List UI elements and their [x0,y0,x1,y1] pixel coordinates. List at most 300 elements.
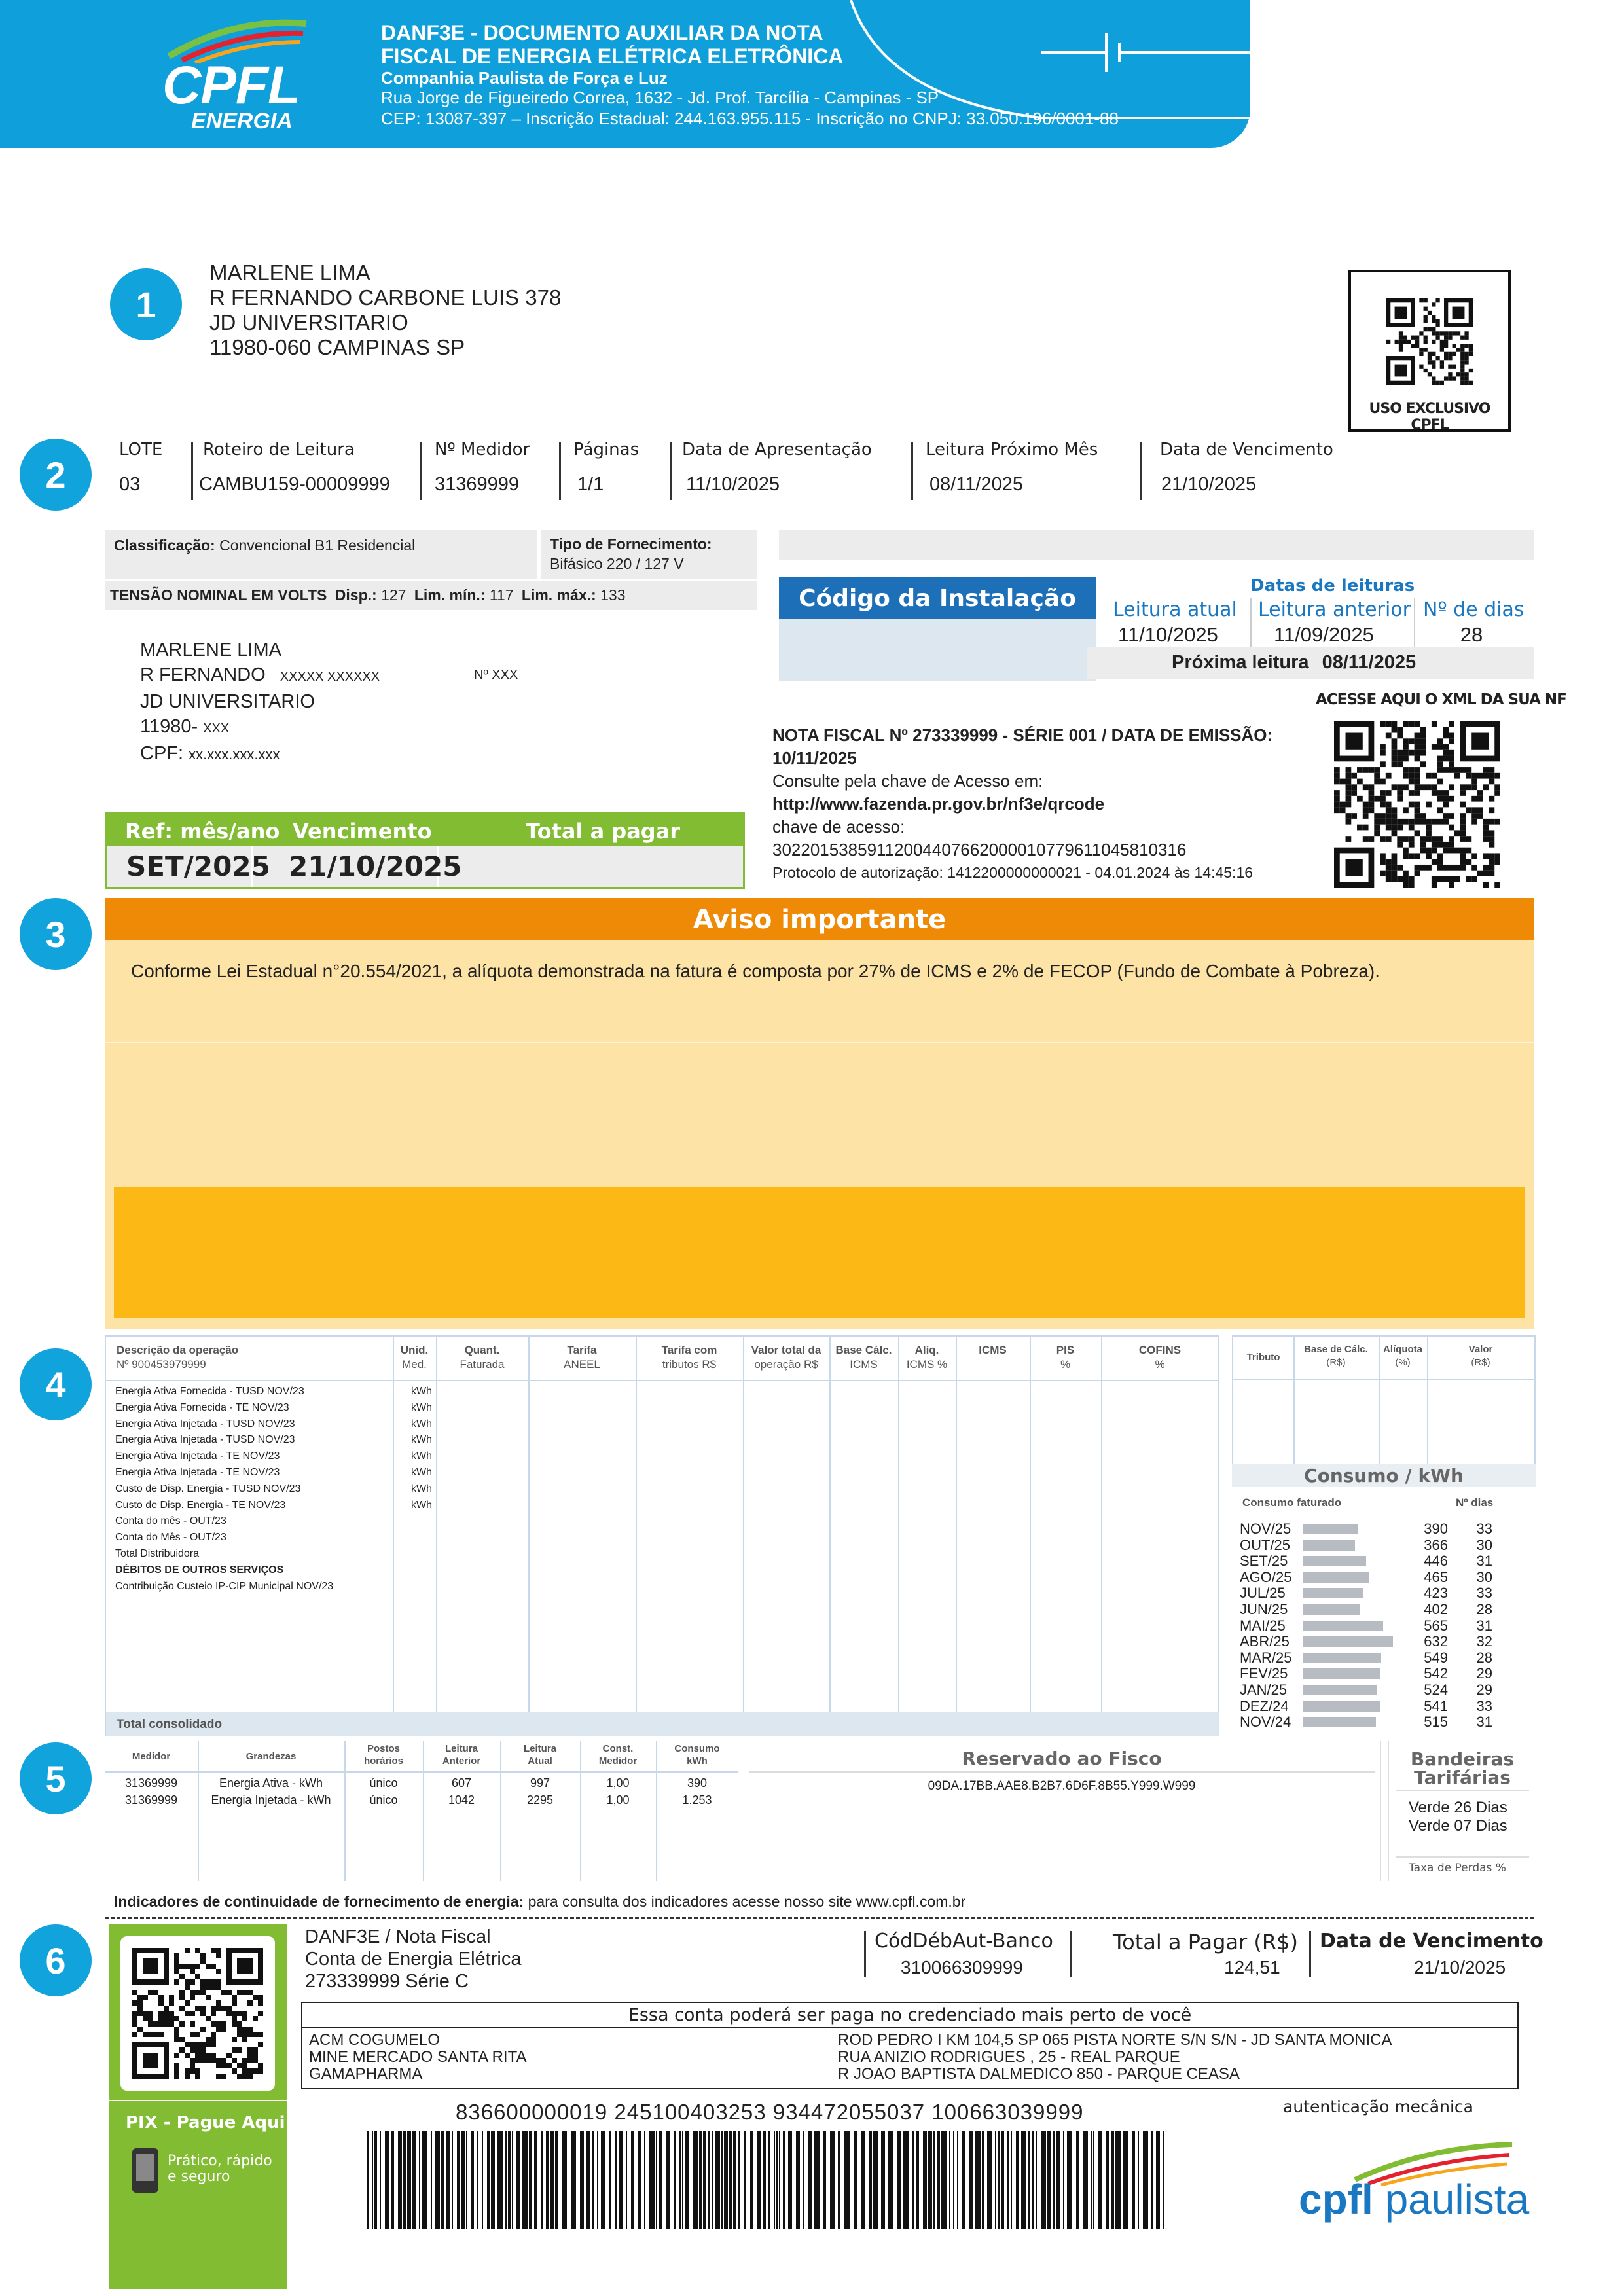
consumption-title: Consumo / kWh [1304,1465,1464,1487]
op-header-line-1: Descrição da operação [117,1344,239,1356]
barcode-bar [937,2131,940,2229]
fisco-code: 09DA.17BB.AAE8.B2B7.6D6F.8B55.Y999.W999 [928,1779,1196,1793]
barcode-bar [592,2131,594,2229]
meter-header-line-2: Anterior [442,1756,481,1767]
barcode-bar [1032,2131,1034,2229]
barcode-bar [933,2131,935,2229]
total-consolidated-label: Total consolidado [117,1718,223,1731]
consumption-month: SET/25 [1240,1553,1288,1570]
client-address [140,638,598,767]
op-header-10 [1101,1343,1219,1372]
barcode-bar [512,2131,513,2229]
nf-key: 30220153859112004407662000010779611045810316 [772,840,1187,859]
table-column-divider [436,1337,437,1712]
flags-title-1: Bandeiras [1410,1748,1515,1770]
barcode-bar [897,2131,901,2229]
recipient-street: R FERNANDO CARBONE LUIS 378 [209,285,562,310]
client-name: MARLENE LIMA [140,640,281,660]
consumption-days: 30 [1476,1568,1492,1585]
op-header-line-1: Valor total da [751,1344,821,1356]
op-header-line-2: Nº 900453979999 [117,1358,206,1371]
barcode-bar [1163,2131,1164,2229]
barcode-bar [461,2131,465,2229]
barcode-bar [708,2131,710,2229]
barcode-bar [466,2131,467,2229]
consumption-row [1240,1634,1528,1649]
meter-cell: Energia Ativa - kWh [219,1776,323,1790]
barcode-bar [580,2131,584,2229]
agents-names [309,2032,526,2083]
logo-cpfl: CPFL [162,56,300,115]
barcode-bar [1047,2131,1051,2229]
ref-value: SET/2025 [126,850,270,882]
section-5-badge: 5 [20,1742,92,1814]
barcode-bar [796,2131,800,2229]
slip-due-value: 21/10/2025 [1414,1957,1506,1977]
logo-energia: ENERGIA [191,109,293,134]
current-reading-value: 11/10/2025 [1118,623,1218,646]
label-lote: LOTE [119,440,163,460]
min-label: Lim. mín.: [414,586,486,604]
barcode-bar [1021,2131,1026,2229]
table-column-divider [956,1337,957,1712]
nf-key-label: chave de acesso: [772,817,905,837]
qr-exclusive-box[interactable] [1348,270,1511,432]
op-header-8 [956,1343,1030,1358]
barcode-bar [441,2131,444,2229]
meter-header-4 [500,1742,580,1767]
barcode-bar [491,2131,495,2229]
barcode-bar [750,2131,753,2229]
nf-title: NOTA FISCAL Nº 273339999 - SÉRIE 001 / DATA DE EMISSÃO: [772,725,1273,745]
consumption-kwh: 515 [1424,1714,1448,1731]
recipient-block [209,261,561,360]
barcode-bar [774,2131,775,2229]
barcode-bar [374,2131,377,2229]
table-header-divider [106,1380,1219,1381]
barcode-bar [788,2131,792,2229]
op-header-line-1: Tarifa [567,1344,597,1356]
agents-box [301,2027,1519,2089]
op-desc: Energia Ativa Fornecida - TE NOV/23 [115,1401,289,1413]
barcode-bar [808,2131,812,2229]
op-header-4 [636,1343,743,1372]
consumption-kwh: 524 [1424,1682,1448,1698]
barcode-bar [830,2131,835,2229]
barcode-bar [644,2131,645,2229]
table-column-divider [1030,1337,1031,1712]
cut-line [105,1917,1534,1919]
recipient-city: 11980-060 CAMPINAS SP [209,335,465,359]
value-data-vencimento: 21/10/2025 [1161,474,1257,495]
payment-summary [105,812,745,889]
barcode-bar [729,2131,732,2229]
barcode-bar [912,2131,914,2229]
barcode-bar [497,2131,503,2229]
op-desc: Energia Ativa Fornecida - TUSD NOV/23 [115,1386,304,1397]
barcode-bar [638,2131,641,2229]
ref-label: Ref: mês/ano [125,819,280,844]
section-6-badge: 6 [20,1924,92,1996]
barcode-bar [546,2131,549,2229]
meter-header-line-2: Atual [528,1756,552,1767]
barcode-bar [446,2131,450,2229]
op-unit: kWh [411,1401,432,1413]
op-header-line-1: ICMS [979,1344,1007,1356]
agent-name: GAMAPHARMA [309,2065,423,2083]
consumption-row [1240,1650,1528,1666]
nf-protocol: Protocolo de autorização: 1412200000000021 - 04.01.2024 às 14:45:16 [772,864,1254,881]
op-unit: kWh [411,1483,432,1494]
meter-header-line-1: Grandezas [245,1751,297,1762]
next-reading-bar [1087,647,1534,679]
consumption-month: MAI/25 [1240,1617,1286,1634]
barcode-bar [699,2131,702,2229]
barcode-bar [763,2131,766,2229]
recipient-district: JD UNIVERSITARIO [209,310,408,334]
nf-consult: Consulte pela chave de Acesso em: [772,771,1043,791]
header-cep-line: CEP: 13087-397 – Inscrição Estadual: 244.163.955.115 - Inscrição no CNPJ: 33.050.196/0001-88 [381,109,1119,128]
label-medidor: Nº Medidor [435,440,530,460]
total-row [106,1712,1219,1736]
barcode-bar [541,2131,543,2229]
min-value: 117 [489,586,514,604]
tariff-flags [1388,1741,1534,1881]
op-header-line-1: Unid. [400,1344,429,1356]
barcode-bar [779,2131,780,2229]
tax-header-line-2: (%) [1395,1357,1411,1368]
op-desc: Energia Ativa Injetada - TE NOV/23 [115,1467,280,1478]
indicators-line [114,1893,965,1911]
op-header-line-2: Faturada [460,1358,505,1371]
consumption-row [1240,1570,1528,1585]
barcode-bar [949,2131,950,2229]
header-address: Rua Jorge de Figueiredo Correa, 1632 - Jd. Prof. Tarcília - Campinas - SP [381,88,939,107]
op-header-line-1: Alíq. [914,1344,939,1356]
installation-code-label: Código da Instalação [799,585,1076,612]
op-desc: Custo de Disp. Energia - TUSD NOV/23 [115,1483,301,1494]
barcode-bar [586,2131,590,2229]
meter-cell: 1,00 [606,1793,630,1807]
consumption-bar [1303,1685,1377,1695]
consumption-days: 28 [1476,1601,1492,1617]
barcode-bar [571,2131,576,2229]
op-header-line-2: % [1060,1358,1071,1371]
slip-due-label: Data de Vencimento [1320,1930,1543,1953]
barcode-bar [482,2131,483,2229]
barcode-bar [685,2131,689,2229]
current-reading-label: Leitura atual [1113,598,1237,621]
barcode-bar [412,2131,416,2229]
tax-header-line-1: Valor [1468,1344,1493,1355]
consumption-month: AGO/25 [1240,1568,1292,1585]
value-roteiro: CAMBU159-00009999 [199,474,390,495]
pix-sub-2: e seguro [168,2169,230,2185]
tax-header-line-1: Alíquota [1383,1344,1422,1355]
disp-value: 127 [381,586,406,604]
value-medidor: 31369999 [435,474,520,495]
consumption-days: 29 [1476,1682,1492,1698]
slip-total-label: Total a Pagar (R$) [1113,1930,1298,1955]
classification-box [105,530,537,579]
barcode-bar [803,2131,804,2229]
flags-title-2: Tarifárias [1414,1767,1511,1788]
barcode-bar [682,2131,683,2229]
op-header-line-1: COFINS [1138,1344,1182,1356]
op-header-1 [393,1343,436,1372]
barcode-bar [487,2131,490,2229]
barcode-bar [555,2131,558,2229]
barcode-bar [659,2131,662,2229]
barcode-bar [1011,2131,1012,2229]
consumption-bar [1303,1572,1369,1583]
barcode-bar [505,2131,507,2229]
consumption-kwh: 465 [1424,1568,1448,1585]
consumption-row [1240,1585,1528,1601]
consumption-days: 33 [1476,1697,1492,1714]
barcode-bar [923,2131,927,2229]
barcode-bar [1016,2131,1019,2229]
barcode-bar [715,2131,720,2229]
due-value: 21/10/2025 [289,850,462,882]
consumption-days: 31 [1476,1617,1492,1634]
client-cep: 11980- [140,716,198,737]
barcode-bar [854,2131,857,2229]
indicators-text: para consulta dos indicadores acesse nosso site www.cpfl.com.br [524,1893,966,1910]
barcode-bar [372,2131,373,2229]
consumption-kwh: 542 [1424,1665,1448,1682]
consumption-row [1240,1521,1528,1537]
installation-top-bar [779,530,1534,560]
client-cep-masked: XXX [203,721,230,736]
meter-header-5 [580,1742,656,1767]
loss-rate-label: Taxa de Perdas % [1409,1862,1506,1875]
flags-line-1: Verde 26 Dias [1409,1799,1507,1816]
xml-access-label[interactable]: ACESSE AQUI O XML DA SUA NF [1316,691,1566,708]
pix-qr-frame[interactable] [120,1936,275,2091]
table-column-divider [528,1337,530,1712]
brand-logo [1299,2173,1529,2226]
op-header-line-2: ICMS % [906,1358,948,1371]
barcode-bar [712,2131,713,2229]
meter-header-line-1: Medidor [132,1751,171,1762]
barcode-bar [1028,2131,1030,2229]
barcode-bar [1083,2131,1088,2229]
op-unit: kWh [411,1499,432,1511]
agent-address: R JOAO BAPTISTA DALMEDICO 850 - PARQUE CEASA [838,2065,1240,2083]
meter-cell: 1,00 [606,1776,630,1790]
meter-header-line-1: Postos [367,1743,400,1754]
slip-doc-1: DANF3E / Nota Fiscal [305,1926,491,1947]
consumption-days: 33 [1476,1585,1492,1602]
client-street-masked: XXXXX XXXXXX [280,670,380,684]
tax-header-line-1: Tributo [1246,1352,1280,1363]
meter-cell: 1042 [448,1793,475,1807]
qr-code-icon [1386,298,1473,385]
barcode-bar [407,2131,411,2229]
classification-value: Convencional B1 Residencial [219,537,416,554]
section-1-badge: 1 [110,268,182,340]
previous-reading-label: Leitura anterior [1258,598,1411,621]
tax-header-0 [1233,1351,1293,1364]
consumption-row [1240,1682,1528,1698]
tax-header-line-2: (R$) [1326,1357,1346,1368]
consumption-row [1240,1699,1528,1714]
tax-header-line-1: Base de Cálc. [1304,1344,1368,1355]
section-3-badge: 3 [20,898,92,970]
consumption-bar [1303,1588,1363,1598]
section-2-badge: 2 [20,439,92,511]
barcode-bar [609,2131,611,2229]
barcode-bar [693,2131,698,2229]
barcode-bar [953,2131,954,2229]
notice-body [105,940,1534,1329]
barcode-bar [783,2131,785,2229]
label-data-apresentacao: Data de Apresentação [682,440,872,460]
consumption-row [1240,1538,1528,1553]
meters-table [105,1741,740,1881]
op-header-line-2: ANEEL [564,1358,600,1371]
label-data-vencimento: Data de Vencimento [1160,440,1333,460]
meter-header-2 [344,1742,423,1767]
phone-icon [132,2148,158,2193]
barcode-bar [398,2131,402,2229]
barcode-bar [626,2131,627,2229]
barcode-bar [615,2131,617,2229]
agent-address: ROD PEDRO I KM 104,5 SP 065 PISTA NORTE S/N S/N - JD SANTA MONICA [838,2031,1392,2049]
barcode-bar [838,2131,840,2229]
barcode-bar [916,2131,919,2229]
op-unit: kWh [411,1386,432,1397]
meter-header-line-1: Consumo [674,1743,720,1754]
consumption-month: DEZ/24 [1240,1697,1289,1714]
barcode-bar [516,2131,520,2229]
section-4-badge: 4 [20,1348,92,1420]
consumption-chart [1240,1521,1528,1731]
meter-cell: 31369999 [124,1793,178,1807]
consumption-days: 33 [1476,1521,1492,1537]
barcode-bar [1076,2131,1079,2229]
flags-line-2: Verde 07 Dias [1409,1817,1507,1835]
barcode-bar [391,2131,394,2229]
op-header-line-2: ICMS [850,1358,878,1371]
nf-info [772,724,1322,884]
barcode-bar [1053,2131,1055,2229]
barcode-bar [757,2131,761,2229]
barcode-bar [422,2131,427,2229]
nf-qr-code-icon[interactable] [1334,721,1500,888]
barcode-bar [814,2131,820,2229]
barcode-bar [1041,2131,1046,2229]
op-desc: Energia Ativa Injetada - TE NOV/23 [115,1451,280,1462]
barcode-bar [861,2131,865,2229]
consumption-month: JUN/25 [1240,1601,1288,1617]
barcode-bar [1001,2131,1004,2229]
consumption-days: 28 [1476,1649,1492,1666]
consumption-kwh: 423 [1424,1585,1448,1602]
op-desc: Total Distribuidora [115,1548,200,1559]
barcode-bar [744,2131,746,2229]
barcode-bar [522,2131,528,2229]
fisco-title: Reservado ao Fisco [962,1748,1162,1769]
meter-header-1 [198,1750,344,1763]
barcode-bar [1115,2131,1121,2229]
barcode-bar [385,2131,389,2229]
consumption-bar [1303,1604,1360,1615]
barcode-bar [1093,2131,1094,2229]
barcode-bar [1123,2131,1128,2229]
op-desc: Conta do Mês - OUT/23 [115,1532,226,1543]
op-header-line-2: operação R$ [754,1358,818,1371]
op-unit: kWh [411,1451,432,1462]
meter-header-line-1: Const. [602,1743,634,1754]
deb-label: CódDébAut-Banco [875,1930,1053,1953]
consumption-billed-label: Consumo faturado [1242,1496,1342,1509]
barcode-bar [380,2131,381,2229]
nf-url-link[interactable]: http://www.fazenda.pr.gov.br/nf3e/qrcode [772,794,1105,814]
op-desc: Energia Ativa Injetada - TUSD NOV/23 [115,1418,295,1430]
barcode-bar [597,2131,598,2229]
consumption-bar [1303,1636,1393,1647]
consumption-month: MAR/25 [1240,1649,1292,1666]
barcode-bar [619,2131,623,2229]
notice-header [105,898,1534,940]
consumption-kwh: 366 [1424,1536,1448,1553]
barcode-bar [738,2131,740,2229]
barcode-bar [941,2131,947,2229]
barcode-bar [982,2131,984,2229]
barcode-bar [903,2131,909,2229]
slip-doc-2: Conta de Energia Elétrica [305,1949,522,1970]
slip-total-value: 124,51 [1224,1957,1280,1977]
agent-name: MINE MERCADO SANTA RITA [309,2048,527,2066]
credenciado-text: Essa conta poderá ser paga no credenciado mais perto de você [628,2005,1192,2025]
supply-box [541,530,757,579]
meter-cell: 31369999 [124,1776,178,1790]
consumption-month: JAN/25 [1240,1682,1288,1698]
barcode-bar [869,2131,872,2229]
client-street: R FERNANDO [140,664,266,685]
meter-cell: 607 [451,1776,472,1790]
barcode-bar [1138,2131,1139,2229]
agents-addresses [838,2032,1392,2083]
barcode-bar [431,2131,432,2229]
op-header-line-1: Base Cálc. [835,1344,892,1356]
barcode-bar [631,2131,634,2229]
mechanical-auth: autenticação mecânica [1283,2097,1473,2116]
barcode-bar [550,2131,554,2229]
brand-paulista: paulista [1384,2176,1530,2223]
slip-doc-3: 273339999 Série C [305,1971,469,1992]
barcode-bar [928,2131,932,2229]
op-desc: Energia Ativa Injetada - TUSD NOV/23 [115,1434,295,1446]
barcode-bar [995,2131,996,2229]
header-company: Companhia Paulista de Força e Luz [381,68,668,88]
consumption-bar [1303,1717,1376,1727]
consumption-row [1240,1618,1528,1634]
consumption-month: ABR/25 [1240,1633,1290,1650]
barcode-bar [649,2131,655,2229]
meter-header-6 [656,1742,738,1767]
barcode-bar [721,2131,723,2229]
consumption-month: FEV/25 [1240,1665,1288,1682]
next-reading-label: Próxima leitura [1172,652,1309,673]
barcode-digits: 836600000019 245100403253 934472055037 100663039999 [456,2100,1084,2124]
meter-cell: Energia Injetada - kWh [211,1793,331,1807]
label-paginas: Páginas [573,440,640,460]
brand-cpfl: cpfl [1299,2176,1373,2223]
op-header-line-1: Tarifa com [661,1344,717,1356]
